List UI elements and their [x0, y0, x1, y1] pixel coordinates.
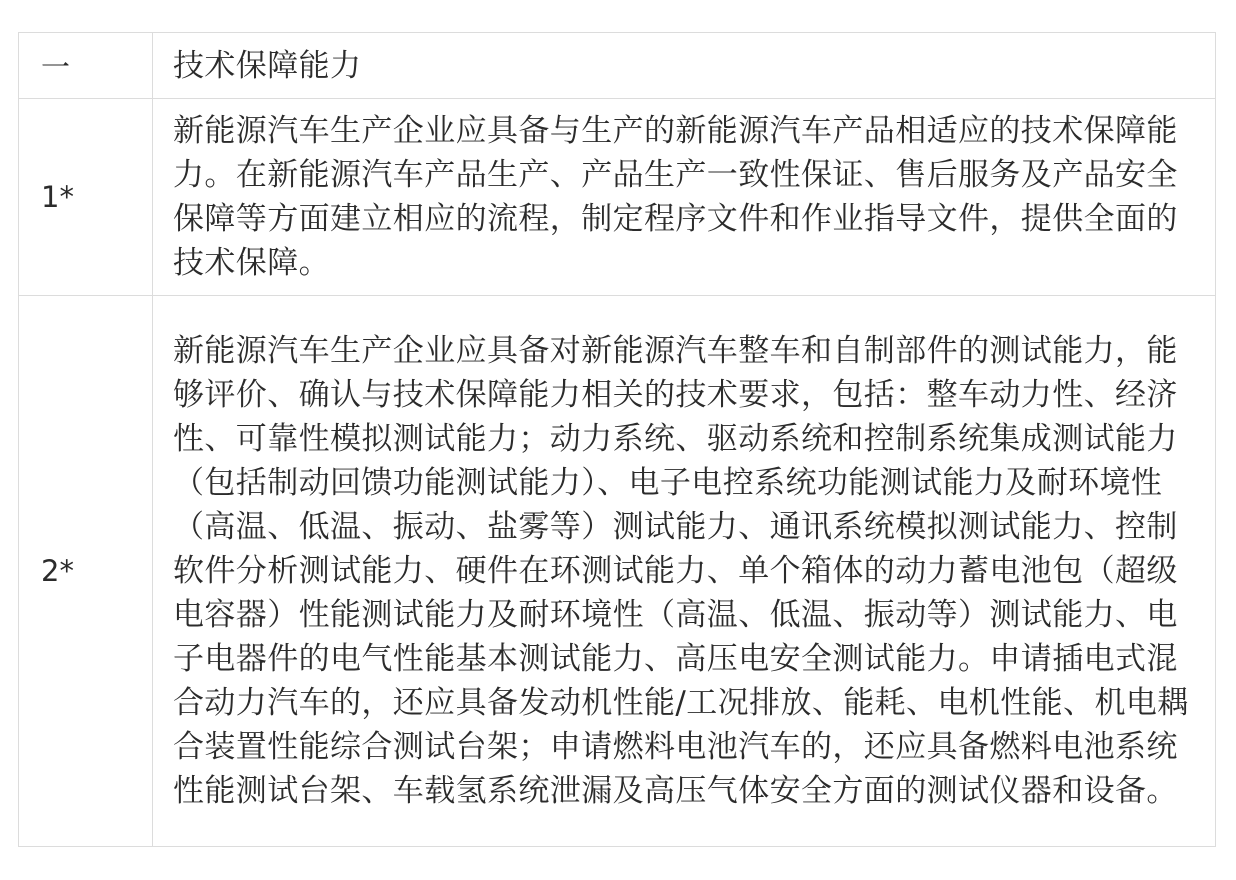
table-row	[19, 296, 1216, 847]
requirement-text: 新能源汽车生产企业应具备与生产的新能源汽车产品相适应的技术保障能力。在新能源汽车产品生产、产品生产一致性保证、售后服务及产品安全保障等方面建立相应的流程，制定程序文件和作业指导文件，提供全面的技术保障。	[153, 99, 1216, 296]
section-heading: 技术保障能力	[153, 33, 1216, 99]
table-row	[19, 33, 1216, 99]
requirement-text: 新能源汽车生产企业应具备对新能源汽车整车和自制部件的测试能力，能够评价、确认与技术保障能力相关的技术要求，包括：整车动力性、经济性、可靠性模拟测试能力；动力系统、驱动系统和控制系统集成测试能力（包括制动回馈功能测试能力）、电子电控系统功能测试能力及耐环境性（高温、低温、振动、盐雾等）测试能力、通讯系统模拟测试能力、控制软件分析测试能力、硬件在环测试能力、单个箱体的动力蓄电池包（超级电容器）性能测试能力及耐环境性（高温、低温、振动等）测试能力、电子电器件的电气性能基本测试能力、高压电安全测试能力。申请插电式混合动力汽车的，还应具备发动机性能/工况排放、能耗、电机性能、机电耦合装置性能综合测试台架；申请燃料电池汽车的，还应具备燃料电池系统性能测试台架、车载氢系统泄漏及高压气体安全方面的测试仪器和设备。	[153, 296, 1216, 847]
row-index: 1*	[19, 99, 153, 296]
row-index: 一	[19, 33, 153, 99]
row-index: 2*	[19, 296, 153, 847]
table-row	[19, 99, 1216, 296]
requirements-table	[18, 32, 1216, 847]
